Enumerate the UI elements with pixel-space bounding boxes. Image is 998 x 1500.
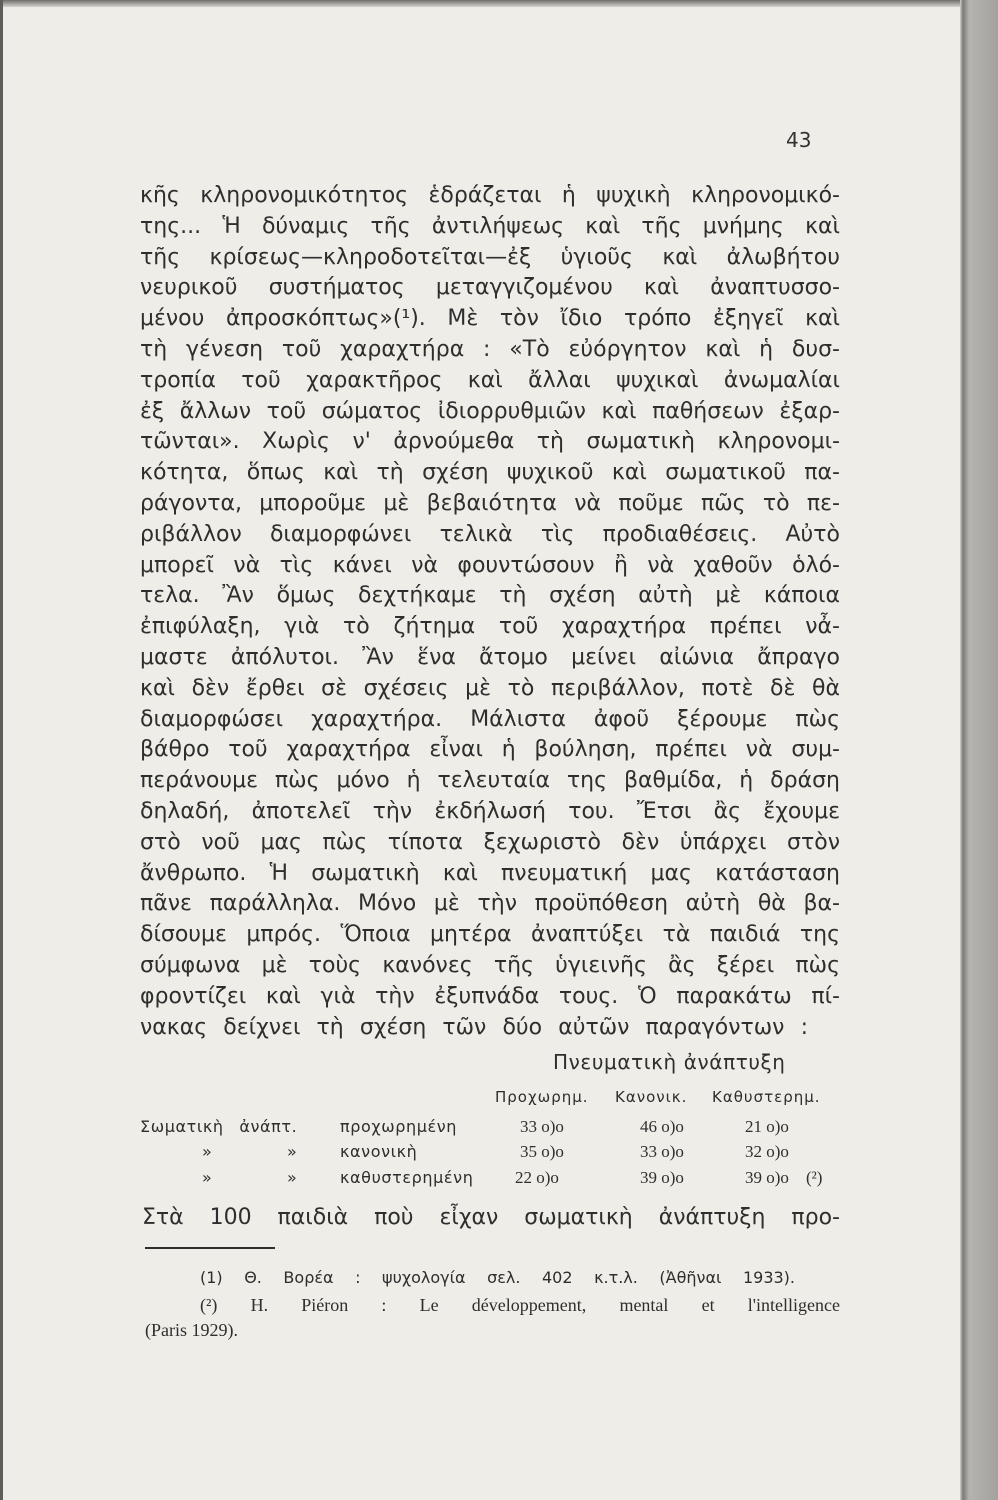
scan-edge-left <box>0 0 3 1500</box>
table-cell: 39 ο)ο <box>745 1168 789 1187</box>
table-cell: 32 ο)ο <box>745 1142 789 1161</box>
scan-edge-top <box>0 0 998 7</box>
text-line: καὶ δὲν ἔρθει σὲ σχέσεις μὲ τὸ περιβάλλον, ποτὲ δὲ θὰ <box>140 675 840 701</box>
text-line: ἄνθρωπο. Ἡ σωματικὴ καὶ πνευματική μας κατάσταση <box>140 860 840 886</box>
table-column-header: Προχωρημ. <box>495 1088 589 1106</box>
table-row-category: καθυστερημένη <box>340 1168 474 1187</box>
text-line: ριβάλλον διαμορφώνει τελικὰ τὶς προδιαθέσεις. Αὐτὸ <box>140 521 840 547</box>
footnote-2-continued: (Paris 1929). <box>145 1320 238 1340</box>
table-cell: 39 ο)ο <box>640 1168 684 1187</box>
page-number: 43 <box>786 128 812 152</box>
text-line: τῆς κρίσεως—κληροδοτεῖται—ἐξ ὑγιοῦς καὶ ἀλωβήτου <box>140 244 840 270</box>
text-line-last: νακας δείχνει τὴ σχέση τῶν δύο αὐτῶν παραγόντων : <box>140 1014 808 1040</box>
text-line: ἐξ ἄλλων τοῦ σώματος ἰδιορρυθμιῶν καὶ παθήσεων ἐξαρ- <box>140 398 840 424</box>
table-column-header: Καθυστερημ. <box>712 1088 821 1106</box>
table-column-header: Κανονικ. <box>615 1088 688 1106</box>
text-line: σύμφωνα μὲ τοὺς κανόνες τῆς ὑγιεινῆς ἂς ξέρει πὼς <box>140 952 840 978</box>
text-line: περάνουμε πὼς μόνο ἡ τελευταία της βαθμίδα, ἡ δράση <box>140 768 840 794</box>
table-ditto-mark: » <box>287 1168 298 1187</box>
text-line: τροπία τοῦ χαρακτῆρος καὶ ἄλλαι ψυχικαὶ ἀνωμαλίαι <box>140 367 840 393</box>
footnote-2: (²) H. Piéron : Le développement, mental et l'intelligence <box>200 1295 840 1315</box>
text-line: μένου ἀπροσκόπτως»(¹). Μὲ τὸν ἴδιο τρόπο ἐξηγεῖ καὶ <box>140 306 840 332</box>
footnote-rule <box>145 1247 275 1249</box>
text-line-after-table: Στὰ 100 παιδιὰ ποὺ εἶχαν σωματικὴ ἀνάπτυξη προ- <box>142 1205 840 1230</box>
table-cell: 46 ο)ο <box>640 1117 684 1136</box>
text-line: μαστε ἀπόλυτοι. Ἂν ἕνα ἄτομο μείνει αἰώνια ἄπραγο <box>140 644 840 670</box>
table-ditto-mark: » <box>202 1142 213 1161</box>
table-heading: Πνευματικὴ ἀνάπτυξη <box>553 1050 786 1074</box>
table-cell: 22 ο)ο <box>515 1168 559 1187</box>
text-line: διαμορφώσει χαραχτήρα. Μάλιστα ἀφοῦ ξέρουμε πὼς <box>140 706 840 732</box>
footnote-1: (1) Θ. Βορέα : ψυχολογία σελ. 402 κ.τ.λ. (Ἀθῆναι 1933). <box>200 1268 795 1287</box>
table-cell: 21 ο)ο <box>745 1117 789 1136</box>
table-cell: 35 ο)ο <box>520 1142 564 1161</box>
table-ditto-mark: » <box>202 1168 213 1187</box>
text-line: κότητα, ὅπως καὶ τὴ σχέση ψυχικοῦ καὶ σωματικοῦ πα- <box>140 460 840 486</box>
table-cell: 33 ο)ο <box>640 1142 684 1161</box>
table-row-category: προχωρημένη <box>340 1117 458 1136</box>
text-line: ράγοντα, μποροῦμε μὲ βεβαιότητα νὰ ποῦμε πῶς τὸ πε- <box>140 490 840 516</box>
text-line: τὴ γένεση τοῦ χαραχτήρα : «Τὸ εὐόργητον καὶ ἡ δυσ- <box>140 336 840 362</box>
scan-edge-right <box>960 0 998 1500</box>
text-line: δηλαδή, ἀποτελεῖ τὴν ἐκδήλωσή του. Ἔτσι ἂς ἔχουμε <box>140 798 840 824</box>
table-row-category: κανονικὴ <box>340 1142 418 1161</box>
text-line: μπορεῖ νὰ τὶς κάνει νὰ φουντώσουν ἢ νὰ χαθοῦν ὁλό- <box>140 552 840 578</box>
text-line: στὸ νοῦ μας πὼς τίποτα ξεχωριστὸ δὲν ὑπάρχει στὸν <box>140 829 840 855</box>
text-line: φροντίζει καὶ γιὰ τὴν ἐξυπνάδα τους. Ὁ παρακάτω πί- <box>140 983 840 1009</box>
table-cell: 33 ο)ο <box>520 1117 564 1136</box>
text-line: πᾶνε παράλληλα. Μόνο μὲ τὴν προϋπόθεση αὐτὴ θὰ βα- <box>140 891 840 917</box>
table-ditto-mark: » <box>287 1142 298 1161</box>
text-line: δίσουμε μπρός. Ὅποια μητέρα ἀναπτύξει τὰ παιδιά της <box>140 922 840 948</box>
table-footnote-ref: (²) <box>806 1168 823 1187</box>
text-line: κῆς κληρονομικότητος ἑδράζεται ἡ ψυχικὴ κληρονομικό- <box>140 183 840 208</box>
text-line: βάθρο τοῦ χαραχτήρα εἶναι ἡ βούληση, πρέπει νὰ συμ- <box>140 737 840 763</box>
table-row-group-label: Σωματικὴ ἀνάπτ. <box>140 1117 298 1136</box>
text-line: τῶνται». Χωρὶς ν' ἀρνούμεθα τὴ σωματικὴ κληρονομι- <box>140 429 840 455</box>
body-text <box>140 181 840 1043</box>
text-line: νευρικοῦ συστήματος μεταγγιζομένου καὶ ἀναπτυσσο- <box>140 275 840 301</box>
text-line: της... Ἡ δύναμις τῆς ἀντιλήψεως καὶ τῆς μνήμης καὶ <box>140 213 840 239</box>
text-line: τελα. Ἂν ὅμως δεχτήκαμε τὴ σχέση αὐτὴ μὲ κάποια <box>140 583 840 609</box>
text-line: ἐπιφύλαξη, γιὰ τὸ ζήτημα τοῦ χαραχτήρα πρέπει νἆ- <box>140 614 840 640</box>
